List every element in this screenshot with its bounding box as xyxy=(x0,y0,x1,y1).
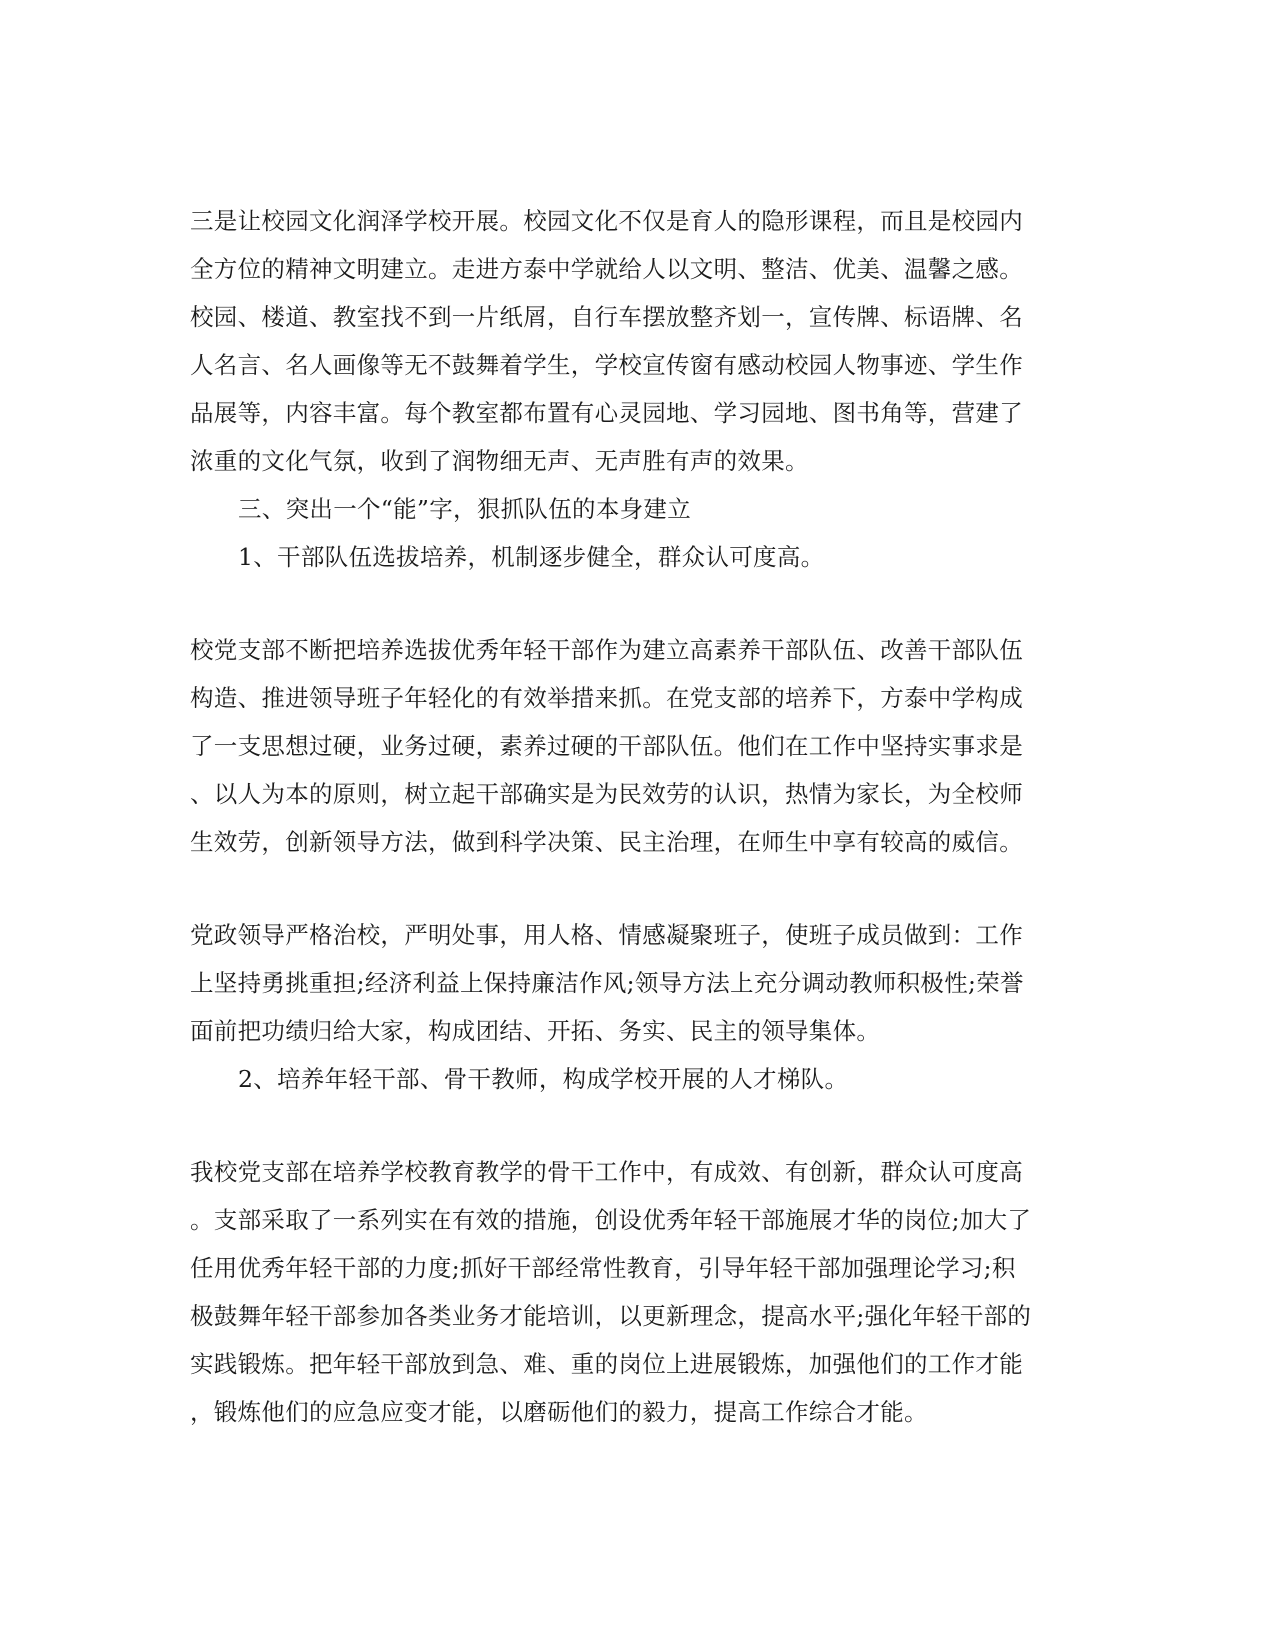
subsection-heading: 2、培养年轻干部、骨干教师，构成学校开展的人才梯队。 xyxy=(238,1065,849,1093)
text-line: 浓重的文化气氛，收到了润物细无声、无声胜有声的效果。 xyxy=(190,447,809,475)
section-heading: 三、突出一个“能”字，狠抓队伍的本身建立 xyxy=(238,495,692,523)
text-line: 全方位的精神文明建立。走进方泰中学就给人以文明、整洁、优美、温馨之感。 xyxy=(190,255,1023,283)
text-line: 、以人为本的原则，树立起干部确实是为民效劳的认识，热情为家长，为全校师 xyxy=(190,780,1023,808)
text-line: 党政领导严格治校，严明处事，用人格、情感凝聚班子，使班子成员做到：工作 xyxy=(190,921,1023,949)
text-line: 任用优秀年轻干部的力度;抓好干部经常性教育，引导年轻干部加强理论学习;积 xyxy=(190,1254,1016,1282)
text-line: 上坚持勇挑重担;经济利益上保持廉洁作风;领导方法上充分调动教师积极性;荣誉 xyxy=(190,969,1024,997)
text-line: 实践锻炼。把年轻干部放到急、难、重的岗位上进展锻炼，加强他们的工作才能 xyxy=(190,1350,1023,1378)
subsection-heading: 1、干部队伍选拔培养，机制逐步健全，群众认可度高。 xyxy=(238,543,825,571)
text-line: 三是让校园文化润泽学校开展。校园文化不仅是育人的隐形课程，而且是校园内 xyxy=(190,207,1023,235)
text-line: 我校党支部在培养学校教育教学的骨干工作中，有成效、有创新，群众认可度高 xyxy=(190,1158,1023,1186)
text-line: 了一支思想过硬，业务过硬，素养过硬的干部队伍。他们在工作中坚持实事求是 xyxy=(190,732,1023,760)
text-line: 校党支部不断把培养选拔优秀年轻干部作为建立高素养干部队伍、改善干部队伍 xyxy=(190,636,1023,664)
text-line: 校园、楼道、教室找不到一片纸屑，自行车摆放整齐划一，宣传牌、标语牌、名 xyxy=(190,303,1023,331)
text-line: 构造、推进领导班子年轻化的有效举措来抓。在党支部的培养下，方泰中学构成 xyxy=(190,684,1023,712)
text-line: 生效劳，创新领导方法，做到科学决策、民主治理，在师生中享有较高的威信。 xyxy=(190,828,1023,856)
text-line: 人名言、名人画像等无不鼓舞着学生，学校宣传窗有感动校园人物事迹、学生作 xyxy=(190,351,1023,379)
text-line: 极鼓舞年轻干部参加各类业务才能培训，以更新理念，提高水平;强化年轻干部的 xyxy=(190,1302,1032,1330)
text-line: 面前把功绩归给大家，构成团结、开拓、务实、民主的领导集体。 xyxy=(190,1017,881,1045)
text-line: 。支部采取了一系列实在有效的措施，创设优秀年轻干部施展才华的岗位;加大了 xyxy=(190,1206,1032,1234)
text-line: ，锻炼他们的应急应变才能，以磨砺他们的毅力，提高工作综合才能。 xyxy=(190,1398,928,1426)
text-line: 品展等，内容丰富。每个教室都布置有心灵园地、学习园地、图书角等，营建了 xyxy=(190,399,1023,427)
